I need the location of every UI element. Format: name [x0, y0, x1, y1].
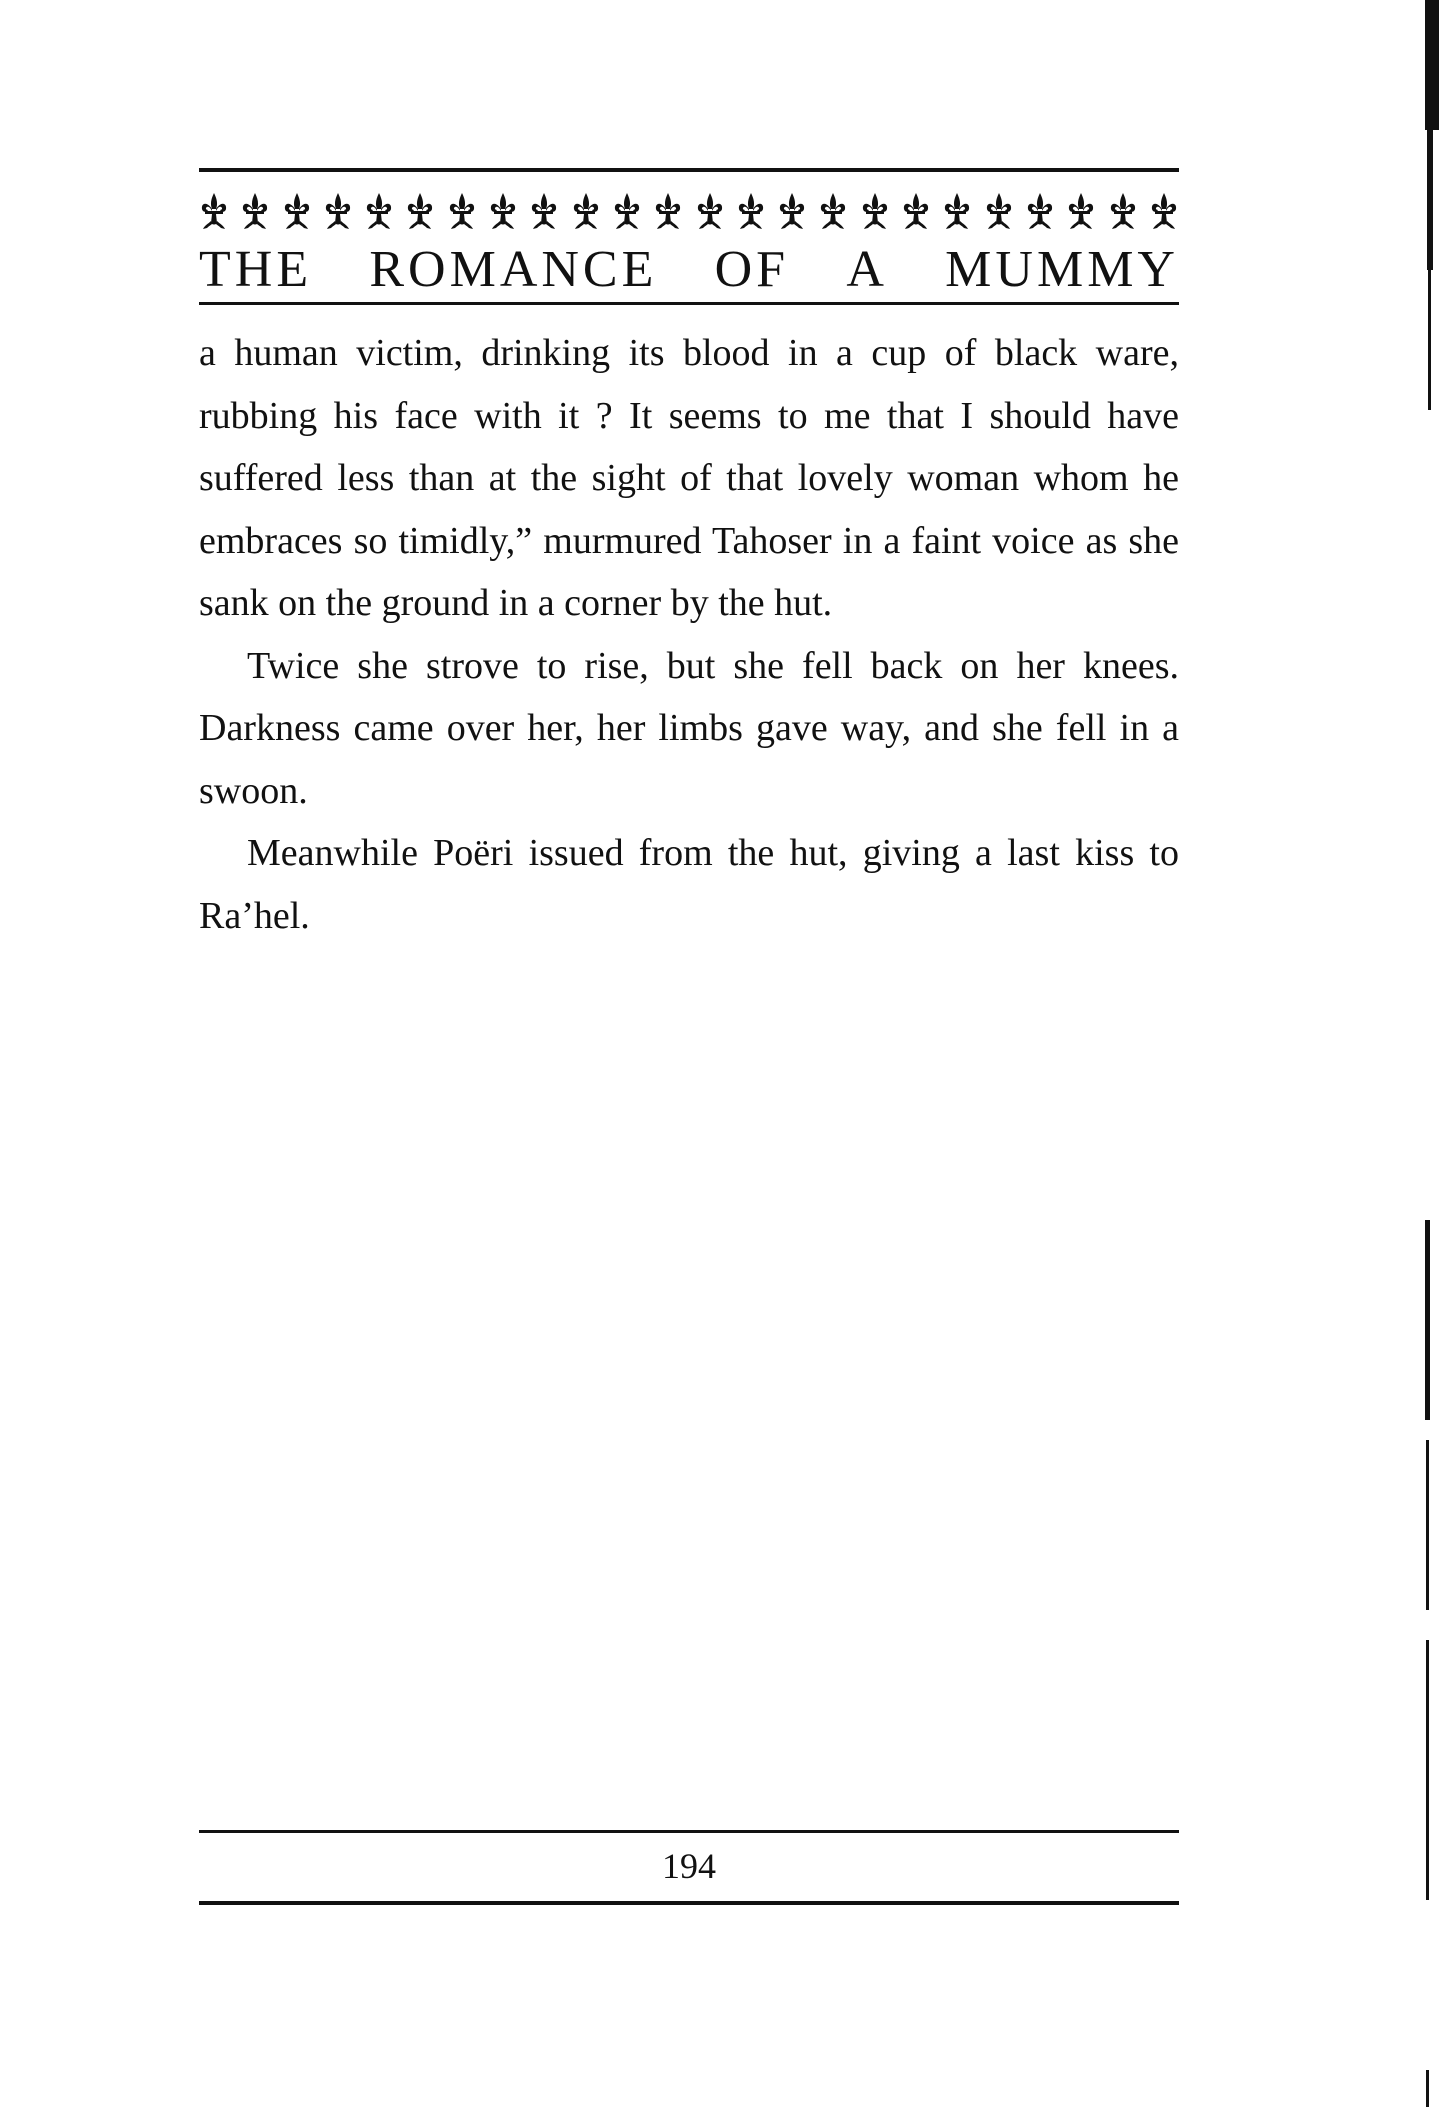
body-text: [199, 322, 1179, 947]
fleur-de-lis-icon: [240, 191, 270, 231]
running-head-word: MUMMY: [945, 241, 1179, 298]
fleur-de-lis-icon: [612, 191, 642, 231]
fleur-de-lis-icon: [942, 191, 972, 231]
fleur-de-lis-icon: [1149, 191, 1179, 231]
paragraph: Twice she strove to rise, but she fell back on her knees. Darkness came over her, her limbs gave way, and she fell in a swoon.: [199, 644, 1179, 812]
fleur-de-lis-icon: [984, 191, 1014, 231]
fleur-de-lis-icon: [860, 191, 890, 231]
fleur-de-lis-icon: [529, 191, 559, 231]
fleur-de-lis-icon: [447, 191, 477, 231]
fleur-de-lis-icon: [653, 191, 683, 231]
fleur-de-lis-icon: [1025, 191, 1055, 231]
fleur-de-lis-icon: [1108, 191, 1138, 231]
running-head-word: A: [846, 241, 888, 298]
binding-edge-mark: [1427, 130, 1433, 270]
binding-edge-mark: [1428, 270, 1431, 410]
fleur-de-lis-icon: [199, 191, 229, 231]
fleur-de-lis-icon: [488, 191, 518, 231]
binding-edge-mark: [1425, 1220, 1430, 1420]
fleur-de-lis-icon: [1066, 191, 1096, 231]
binding-edge-mark: [1426, 1440, 1429, 1610]
header-rule: [199, 302, 1179, 305]
fleur-de-lis-icon: [571, 191, 601, 231]
footer-rule-bottom: [199, 1901, 1179, 1905]
fleur-de-lis-icon: [282, 191, 312, 231]
fleur-de-lis-icon: [323, 191, 353, 231]
running-head-word: ROMANCE: [369, 241, 658, 298]
fleur-de-lis-icon: [695, 191, 725, 231]
binding-edge-mark: [1425, 0, 1439, 130]
top-rule: [199, 168, 1179, 172]
running-head-word: OF: [714, 241, 790, 298]
paragraph: a human victim, drinking its blood in a cup of black ware, rubbing his face with it ? It seems to me that I should have suffered less than at the sight of that lovely woman whom he embraces so timidly,” murmured Tahoser in a faint voice as she sank on the ground in a corner by the hut.: [199, 332, 1179, 624]
fleur-de-lis-icon: [901, 191, 931, 231]
page-number: 194: [662, 1846, 716, 1886]
fleur-de-lis-icon: [364, 191, 394, 231]
footer-rule-top: [199, 1830, 1179, 1833]
running-head-word: THE: [199, 241, 313, 298]
fleur-de-lis-ornament-row: [199, 186, 1179, 236]
fleur-de-lis-icon: [818, 191, 848, 231]
fleur-de-lis-icon: [405, 191, 435, 231]
fleur-de-lis-icon: [736, 191, 766, 231]
paragraph: Meanwhile Poëri issued from the hut, giving a last kiss to Ra’hel.: [199, 832, 1179, 937]
binding-edge-mark: [1426, 2070, 1429, 2107]
fleur-de-lis-icon: [777, 191, 807, 231]
running-head: [199, 240, 1179, 300]
binding-edge-mark: [1426, 1640, 1429, 1900]
